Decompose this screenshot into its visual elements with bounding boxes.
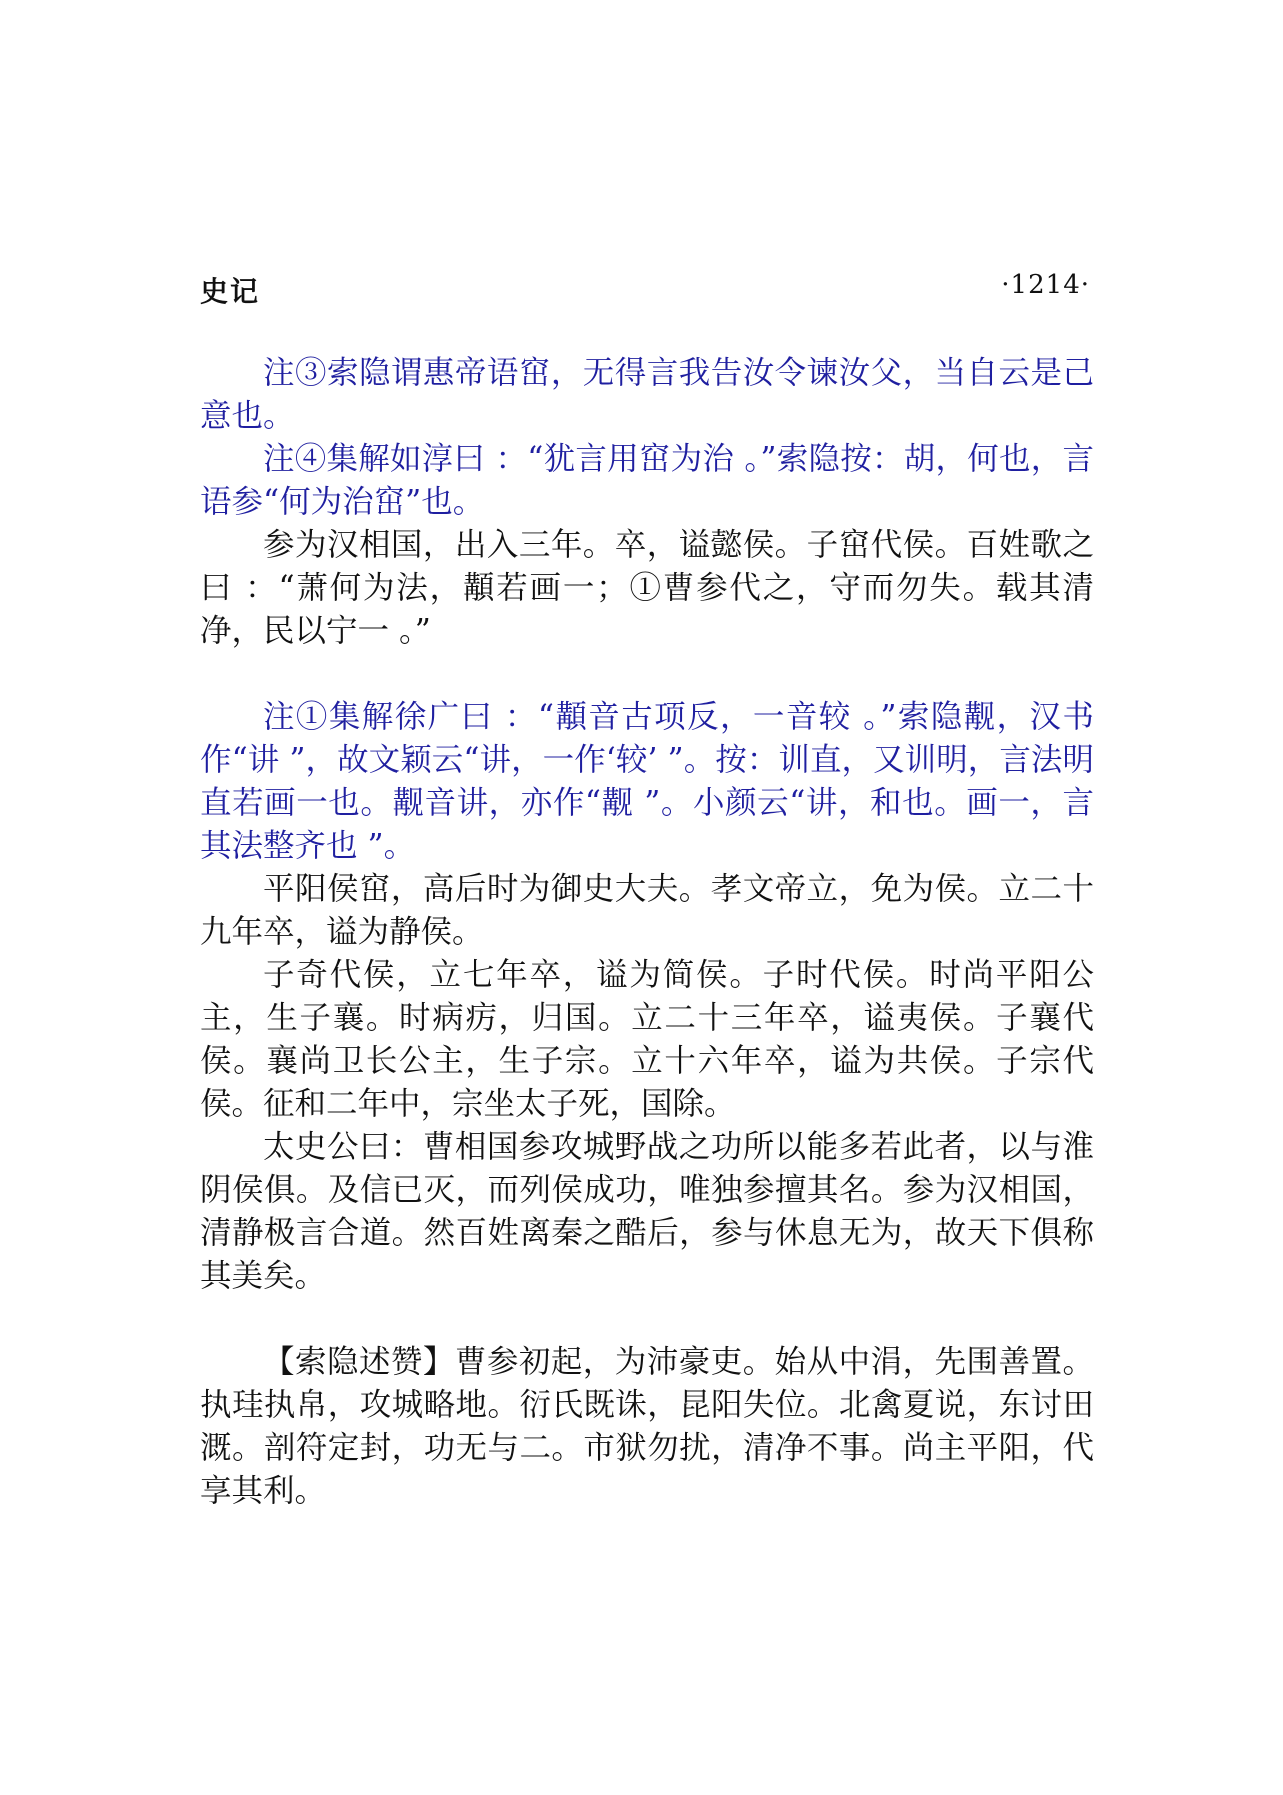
note-paragraph: 注①集解徐广曰 ：“顜音古项反，一音较 。”索隐觏，汉书作“讲 ”，故文颖云“讲，一作‘较’ ”。按：训直，又训明，言法明直若画一也。觏音讲，亦作“觏 ”。小颜云“讲，和也。画一，言其法整齐也 ”。 [200, 699, 1094, 864]
text-paragraph: 参为汉相国，出入三年。卒，谥懿侯。子窋代侯。百姓歌之曰 ：“萧何为法，顜若画一；①曹参代之，守而勿失。载其清净，民以宁一 。” [200, 527, 1094, 649]
page-body [200, 352, 1094, 1513]
paragraph-spacer [200, 653, 1094, 696]
book-title: 史记 [200, 275, 261, 308]
text-paragraph: 平阳侯窋，高后时为御史大夫。孝文帝立，免为侯。立二十九年卒，谥为静侯。 [200, 871, 1094, 950]
note-paragraph: 注④集解如淳曰 ：“犹言用窋为治 。”索隐按：胡，何也，言语参“何为治窋”也。 [200, 441, 1094, 520]
note-paragraph: 注③索隐谓惠帝语窋，无得言我告汝令谏汝父，当自云是己意也。 [200, 355, 1094, 434]
text-paragraph: 子奇代侯，立七年卒，谥为简侯。子时代侯。时尚平阳公主，生子襄。时病疠，归国。立二十三年卒，谥夷侯。子襄代侯。襄尚卫长公主，生子宗。立十六年卒，谥为共侯。子宗代侯。征和二年中，宗坐太子死，国除。 [200, 957, 1094, 1122]
paragraph-spacer [200, 1298, 1094, 1341]
page-number: ·1214· [1001, 270, 1090, 300]
text-paragraph: 太史公曰：曹相国参攻城野战之功所以能多若此者，以与淮阴侯俱。及信已灭，而列侯成功，唯独参擅其名。参为汉相国，清静极言合道。然百姓离秦之酷后，参与休息无为，故天下俱称其美矣。 [200, 1129, 1094, 1294]
eulogy-paragraph: 【索隐述赞】曹参初起，为沛豪吏。始从中涓，先围善置。执珪执帛，攻城略地。衍氏既诛，昆阳失位。北禽夏说，东讨田溉。剖符定封，功无与二。市狱勿扰，清净不事。尚主平阳，代享其利。 [200, 1344, 1094, 1509]
page-header [200, 270, 1090, 310]
